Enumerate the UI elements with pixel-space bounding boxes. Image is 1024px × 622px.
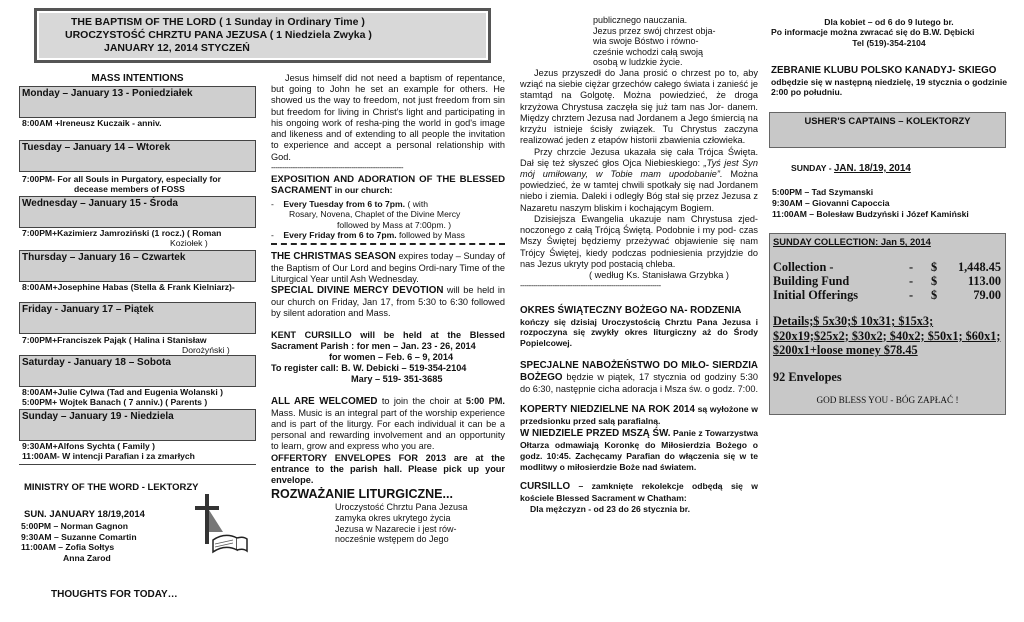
klub-section <box>771 65 1007 98</box>
ushers-sunday: SUNDAY - JAN. 18/19, 2014 <box>791 163 911 174</box>
mass-day-thursday: Thursday – January 16 – Czwartek <box>19 250 256 282</box>
cursillo-women: Dla kobiet – od 6 do 9 lutego br. <box>824 17 954 27</box>
mass-intention-monday: 8:00AM +Ireneusz Kuczaik - anniv. <box>22 118 162 128</box>
mass-intention-wednesday: 7:00PM+Kazimierz Jamroziński (1 rocz.) ( Roman Koziołek ) <box>22 228 222 249</box>
mass-day-sunday: Sunday – January 19 - Niedziela <box>19 409 256 441</box>
collection-title: SUNDAY COLLECTION: Jan 5, 2014 <box>773 236 931 247</box>
kent-cursillo: KENT CURSILLO will be held at the Blessed Sacrament Parish : for men – Jan. 23 - 26, 2014 <box>271 329 505 351</box>
collection-row: Initial Offerings - $ 79.00 <box>773 287 1001 302</box>
ministry-title: MINISTRY OF THE WORD - LEKTORZY <box>24 482 199 493</box>
reflection-paragraph-2: Przy chrzcie Jezusa ukazała się cała Trójca Święta. Dał się też słyszeć głos Ojca Niebieskiego: „Tyś jest Syn mój umiłowany, w Tobie mam upodobanie”. Można powiedzieć, że w tamtej chwili spotkały się nad Jordanem niebo i ziemia. Daleki i odległy Bóg stał się przez Jezusa z Nazaretu naszym bliskim i kochającym Bogiem. <box>520 146 758 213</box>
cursillo-men: Dla mężczyzn - od 23 do 26 stycznia br. <box>530 504 690 515</box>
offertory-envelopes: OFFERTORY ENVELOPES FOR 2013 are at the entrance to the parish hall. Please pick up your envelope. <box>271 452 505 485</box>
exposition-friday: - Every Friday from 6 to 7pm. followed by Mass <box>271 230 465 241</box>
collection-row: Building Fund - $ 113.00 <box>773 273 1001 288</box>
collection-row: Collection - - $ 1,448.45 <box>773 260 1001 275</box>
collection-table <box>773 261 1002 302</box>
cursillo-phone: Tel (519)-354-2104 <box>852 37 926 48</box>
w-niedziele: W NIEDZIELE PRZED MSZĄ ŚW. Panie z Towarzystwa Ołtarza odmawiają Koronkę do Miłosierdzia Bożego o godz. 10:45. Zachęcamy Parafian do włączenia się w te modlitwy o miłosierdzie Boże nad światem. <box>520 427 758 472</box>
specjalne-nabozenstwo: SPECJALNE NABOŻEŃSTWO DO MIŁO- SIERDZIA BOŻEGO będzie w piątek, 17 stycznia od godziny 5:30 do 6:30, następnie cicha adoracja i Msza św. o godz. 7:00. <box>520 360 758 395</box>
ministry-date: SUN. JANUARY 18/19,2014 <box>24 509 145 520</box>
kent-cursillo-register: To register call: B. W. Debicki – 519-354-2104 <box>271 363 467 374</box>
header-line-2: UROCZYSTOŚĆ CHRZTU PANA JEZUSA ( 1 Niedziela Zwyka ) <box>65 29 372 42</box>
header-line-1: THE BAPTISM OF THE LORD ( 1 Sunday in Ordinary Time ) <box>71 16 365 28</box>
reflection-signature: ( według Ks. Stanisława Grzybka ) <box>589 269 729 280</box>
bible-cross-icon <box>193 492 249 560</box>
bulletin-header <box>34 8 491 63</box>
column-2 <box>271 73 505 545</box>
mass-day-monday: Monday – January 13 - Poniedziałek <box>19 86 256 118</box>
exposition-tuesday: - Every Tuesday from 6 to 7pm. ( with <box>271 198 428 209</box>
mass-intention-thursday: 8:00AM+Josephine Habas (Stella & Frank Kielniarz)- <box>22 282 235 292</box>
christmas-season: THE CHRISTMAS SEASON expires today – Sunday of the Baptism of Our Lord and begins Ordi-nary Time of the Liturgical Year until Ash Wednesday. <box>271 250 505 284</box>
kent-cursillo-phone: Mary – 519- 351-3685 <box>351 374 443 385</box>
ministry-readers: 5:00PM – Norman Gagnon 9:30AM – Suzanne Comartin 11:00AM – Zofia Sołtys Anna Zarod <box>21 521 137 564</box>
koperty: KOPERTY NIEDZIELNE NA ROK 2014 są wyłożone w przedsionku przed salą parafialną. <box>520 404 758 427</box>
column-3 <box>520 15 758 515</box>
dash-separator: ------------------------------------------------------------- <box>271 162 404 172</box>
cursillo: CURSILLO – zamknięte rekolekcje odbędą się w kościele Blessed Sacrament w Chatham: <box>520 481 758 504</box>
exposition-tuesday-mass: followed by Mass at 7:00pm. ) <box>337 219 452 230</box>
exposition-heading: EXPOSITION AND ADORATION OF THE BLESSED SACRAMENT in our church: <box>271 173 505 197</box>
exposition-tuesday-detail: Rosary, Novena, Chaplet of the Divine Mercy <box>289 209 461 220</box>
divine-mercy: SPECIAL DIVINE MERCY DEVOTION will be held in our church on Friday, Jan 17, from 5:30 to 6:30 followed by silent adoration and Mass. <box>271 285 505 319</box>
collection-details: Details;$ 5x30;$ 10x31; $15x3; $20x19;$25x2; $30x2; $40x2; $50x1; $60x1; $200x1+loose money $78.45 <box>773 314 1001 358</box>
sunday-collection-box <box>769 233 1006 415</box>
rozwazanie-title: ROZWAŻANIE LITURGICZNE... <box>271 487 453 502</box>
reflection-paragraph-3: Dzisiejsza Ewangelia ukazuje nam Chrystusa zjed- noczonego z całą Trójcą Świętą. Podobnie i my pod- czas Mszy Świętej będziemy przeżywać objawienie się nam Trójcy Świętej, kiedy podczas podniesienia przyjdzie do nas Jezus ukryty pod postacią chleba. <box>520 213 758 269</box>
rozwazanie-lines: Uroczystość Chrztu Pana Jezusa zamyka okres ukrytego życia Jezusa w Nazarecie i jest rów- nocześnie wstępem do Jego <box>335 502 468 545</box>
dash-separator-2: ----------------------------------------------------------------- <box>520 281 661 291</box>
reflection-paragraph-1: Jezus przyszedł do Jana prosić o chrzest po to, aby wziąć na siebie ciężar grzechów całego świata i zanieść je stamtąd na Golgotę. Można powiedzieć, że droga krzyżowa Chrystusa zaczęła się już tam nas Jor- danem. Między chrztem Jezusa nad Jordanem a Jego śmiercią na krzyżu istnieje ścisły związek. Tu Chrystus zaczyna realizować jeden z etapów historii zbawienia człowieka. <box>520 68 758 146</box>
mass-intention-tuesday: 7:00PM- For all Souls in Purgatory, especially for decease members of FOSS <box>22 174 221 195</box>
okres-title: OKRES ŚWIĄTECZNY BOŻEGO NA- RODZENIA <box>520 304 742 316</box>
ushers-title: USHER'S CAPTAINS – KOLEKTORZY <box>769 112 1006 148</box>
god-bless-you: GOD BLESS YOU - BÓG ZAPŁAĆ ! <box>816 394 959 405</box>
column-4 <box>771 17 1007 48</box>
mass-intention-saturday: 8:00AM+Julie Cylwa (Tad and Eugenia Wolanski ) 5:00PM+ Wojtek Banach ( 7 anniv.) ( Parents ) <box>22 387 223 408</box>
ushers-list: 5:00PM – Tad Szymanski 9:30AM – Giovanni Capoccia 11:00AM – Bolesław Budzyński i Józef Kamiński <box>772 187 969 219</box>
baptism-reflection: Jesus himself did not need a baptism of repentance, but going to John he set an example for others. He showed us the way to freedom, not just freedom from sin but freedom for living in Christ's light and participating in his ongoing work of resha-ping the world in god's image and likeness and of extending to all people the invitation to experience and accept a personal relationship with God. <box>271 73 505 162</box>
thick-dash-divider <box>271 243 505 245</box>
envelope-count: 92 Envelopes <box>773 369 842 384</box>
header-line-3: JANUARY 12, 2014 STYCZEŃ <box>104 42 250 55</box>
klub-title: ZEBRANIE KLUBU POLSKO KANADYJ- SKIEGO <box>771 65 997 76</box>
choir-welcome: ALL ARE WELCOMED to join the choir at 5:00 PM. Mass. Music is an integral part of the worship experience and is part of the liturgy. For each individual it can be a personal and rewarding involvement and an opportunity to learn, grow and express who you are. <box>271 395 505 452</box>
mass-day-friday: Friday - January 17 – Piątek <box>19 302 256 334</box>
okres-text: kończy się dzisiaj Uroczystością Chrztu Pana Jezusa i rozpoczyna się zwykły okres liturgiczny aż do Środy Popielcowej. <box>520 316 758 348</box>
mass-day-saturday: Saturday - January 18 – Sobota <box>19 355 256 387</box>
mass-day-tuesday: Tuesday – January 14 – Wtorek <box>19 140 256 172</box>
kent-cursillo-women: for women – Feb. 6 – 9, 2014 <box>329 352 454 363</box>
cursillo-contact: Po informacje można zwracać się do B.W. Dębicki <box>771 27 975 38</box>
rozwazanie-continued: publicznego nauczania. Jezus przez swój chrzest obja- wia swoje Bóstwo i równo- cześnie wchodzi całą swoją osobą w ludzkie życie. <box>593 15 716 68</box>
mass-intention-friday: 7:00PM+Franciszek Pająk ( Halina i Stanisław Dorożyński ) <box>22 335 230 356</box>
klub-text: odbędzie się w następną niedzielę, 19 stycznia o godzinie 2:00 po południu. <box>771 76 1007 98</box>
mass-intentions-title: MASS INTENTIONS <box>91 73 184 84</box>
mass-intention-sunday: 9:30AM+Alfons Sychta ( Family ) 11:00AM- W intencji Parafian i za zmarłych <box>22 441 195 462</box>
thoughts-title: THOUGHTS FOR TODAY… <box>51 589 178 600</box>
mass-day-wednesday: Wednesday – January 15 - Środa <box>19 196 256 228</box>
divider <box>19 464 256 465</box>
